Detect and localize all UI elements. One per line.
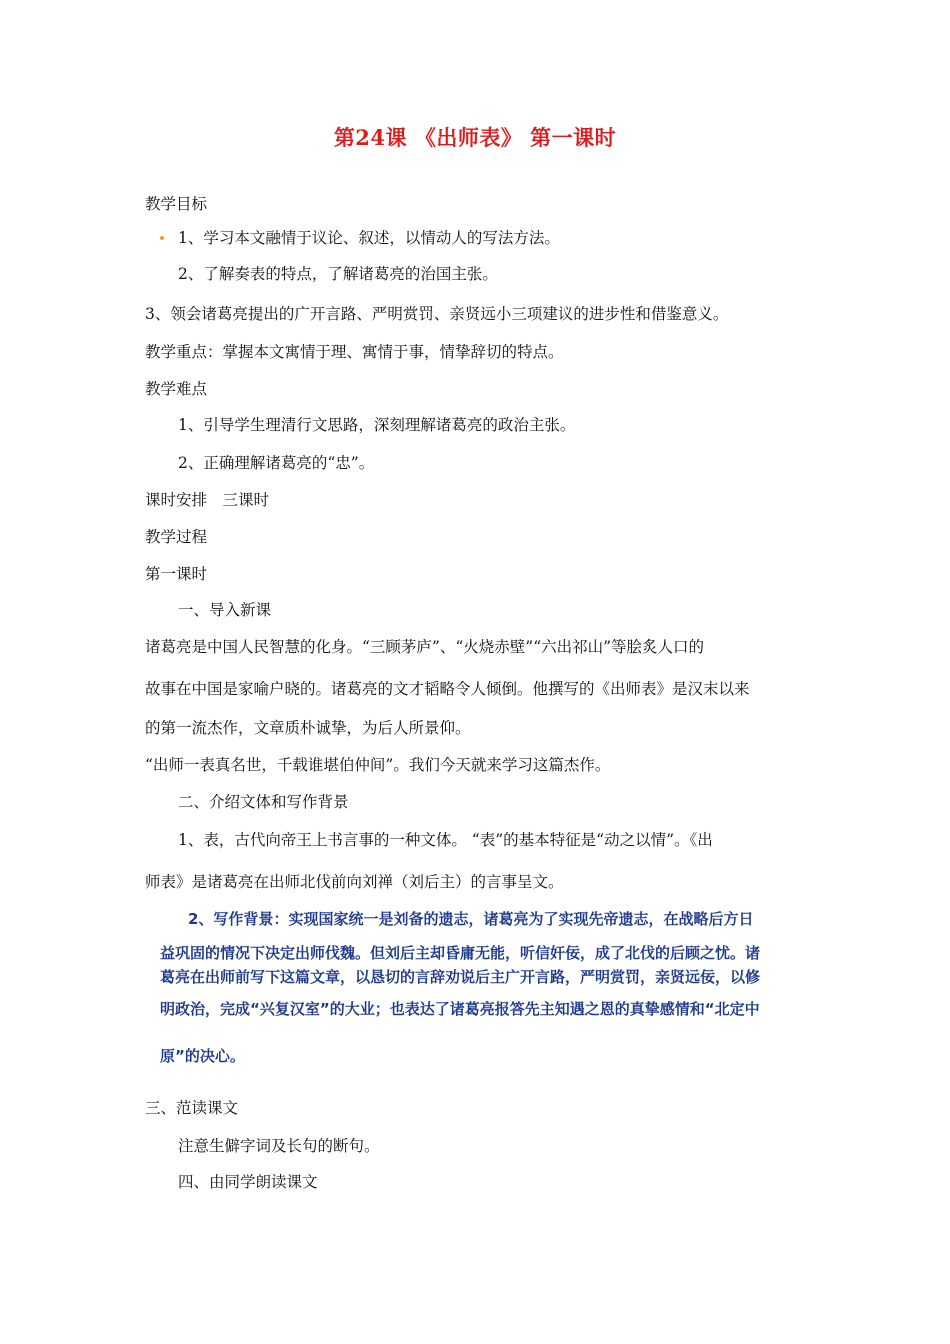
subsection-heading: 三、范读课文 bbox=[145, 1099, 239, 1117]
objective-item: 1、学习本文融情于议论、叙述，以情动人的写法方法。 bbox=[178, 229, 560, 247]
quote-line: “出师一表真名世，千载谁堪伯仲间”。我们今天就来学习这篇杰作。 bbox=[145, 756, 611, 774]
paragraph-line: 注意生僻字词及长句的断句。 bbox=[178, 1137, 380, 1155]
section-heading-objectives: 教学目标 bbox=[145, 195, 208, 213]
image-text-line: 明政治，完成“兴复汉室”的大业；也表达了诸葛亮报答先主知遇之恩的真挚感情和“北定中 bbox=[160, 1000, 760, 1018]
page-title: 第24课 《出师表》 第一课时 bbox=[333, 125, 617, 150]
image-text-line: 葛亮在出师前写下这篇文章，以恳切的言辞劝说后主广开言路，严明赏罚，亲贤远佞，以修 bbox=[160, 968, 761, 986]
difficulty-item: 1、引导学生理清行文思路，深刻理解诸葛亮的政治主张。 bbox=[178, 416, 576, 434]
paragraph-line: 故事在中国是家喻户晓的。诸葛亮的文才韬略令人倾倒。他撰写的《出师表》是汉末以来 bbox=[145, 680, 750, 698]
image-text-line: 原”的决心。 bbox=[160, 1047, 245, 1065]
subsection-heading: 四、由同学朗读课文 bbox=[178, 1173, 318, 1191]
schedule-text: 课时安排 三课时 bbox=[145, 491, 270, 509]
image-text-line: 益巩固的情况下决定出师伐魏。但刘后主却昏庸无能，听信奸佞，成了北伐的后顾之忧。诸 bbox=[160, 944, 761, 962]
objective-item: 2、了解奏表的特点，了解诸葛亮的治国主张。 bbox=[178, 265, 498, 283]
mark-dot bbox=[160, 236, 164, 240]
image-text-line: 2、写作背景：实现国家统一是刘备的遗志，诸葛亮为了实现先帝遗志，在战略后方日 bbox=[188, 910, 754, 928]
subsection-heading: 一、导入新课 bbox=[178, 601, 272, 619]
lesson-heading: 第一课时 bbox=[145, 565, 208, 583]
subsection-heading: 二、介绍文体和写作背景 bbox=[178, 793, 349, 811]
paragraph-line: 师表》是诸葛亮在出师北伐前向刘禅（刘后主）的言事呈文。 bbox=[145, 873, 564, 891]
section-heading-difficulty: 教学难点 bbox=[145, 380, 208, 398]
section-heading-process: 教学过程 bbox=[145, 528, 208, 546]
difficulty-item: 2、正确理解诸葛亮的“忠”。 bbox=[178, 454, 375, 472]
objective-item: 3、领会诸葛亮提出的广开言路、严明赏罚、亲贤远小三项建议的进步性和借鉴意义。 bbox=[145, 305, 729, 323]
key-point-text: 教学重点：掌握本文寓情于理、寓情于事，情挚辞切的特点。 bbox=[145, 343, 564, 361]
paragraph-line: 的第一流杰作，文章质朴诚挚，为后人所景仰。 bbox=[145, 719, 471, 737]
background-text-image bbox=[155, 900, 765, 1075]
paragraph-line: 诸葛亮是中国人民智慧的化身。“三顾茅庐”、“火烧赤壁”“六出祁山”等脍炙人口的 bbox=[145, 638, 705, 656]
paragraph-line: 1、表，古代向帝王上书言事的一种文体。 “表”的基本特征是“动之以情”。《出 bbox=[178, 831, 713, 849]
